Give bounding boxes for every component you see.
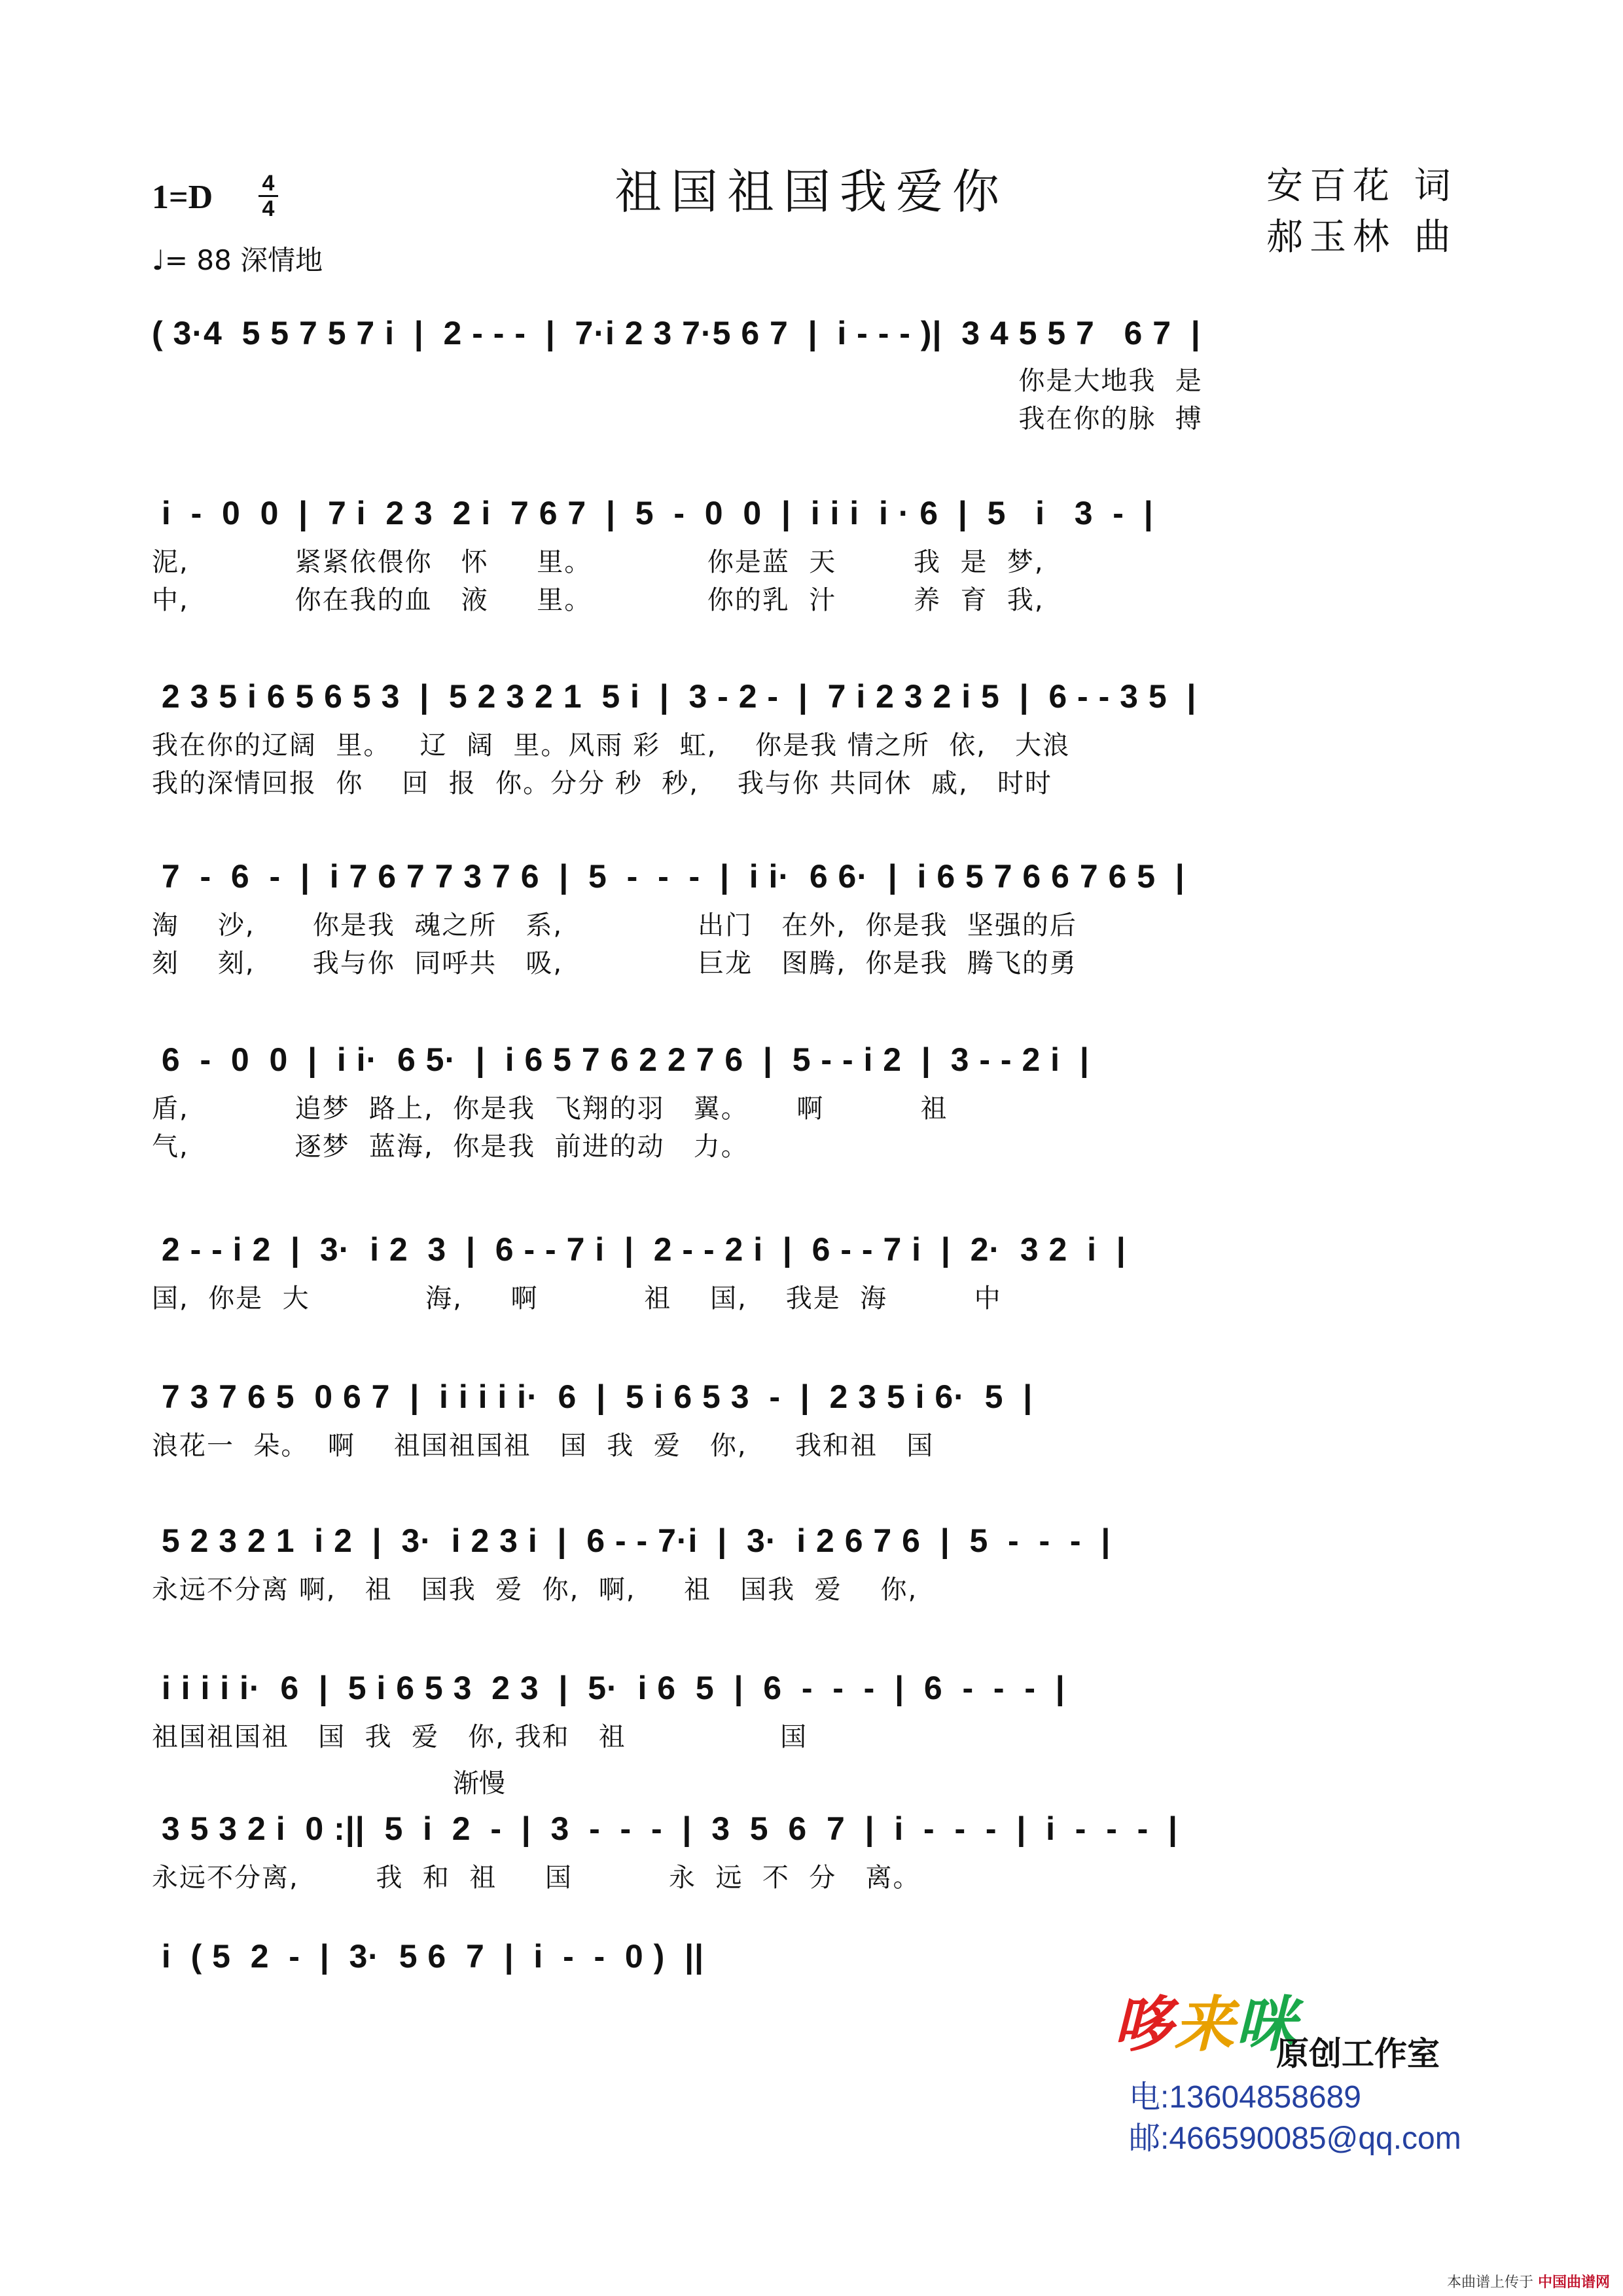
lyrics-verse-1: 祖国祖国祖 国 我 爱 你, 我和 祖 国 [152, 1722, 808, 1752]
tempo-marking: ♩= 88 深情地 [152, 244, 323, 276]
lyrics-verse-1: 泥, 紧紧依偎你 怀 里。 你是蓝 天 我 是 梦, [152, 547, 1044, 577]
lyrics-verse-2: 我的深情回报 你 回 报 你。分分 秒 秒, 我与你 共同休 戚, 时时 [152, 768, 1052, 798]
lyrics-verse-1: 国, 你是 大 海, 啊 祖 国, 我是 海 中 [152, 1283, 1002, 1314]
studio-subtitle: 原创工作室 [1276, 2035, 1440, 2073]
studio-email: 邮:466590085@qq.com [1129, 2121, 1461, 2156]
lyrics-verse-2: 中, 你在我的血 液 里。 你的乳 汁 养 育 我, [152, 585, 1044, 615]
notation-line: 2 - - i 2 | 3· i 2 3 | 6 - - 7 i | 2 - - 2 i | 6 - - 7 i | 2· 3 2 i | [152, 1231, 1126, 1268]
lyrics-verse-2: 刻 刻, 我与你 同呼共 吸, 巨龙 图腾, 你是我 腾飞的勇 [152, 948, 1077, 978]
lyrics-verse-1: 我在你的辽阔 里。 辽 阔 里。风雨 彩 虹, 你是我 情之所 依, 大浪 [152, 730, 1071, 761]
song-title: 祖国祖国我爱你 [614, 164, 1008, 219]
lyrics-verse-1: 永远不分离 啊, 祖 国我 爱 你, 啊, 祖 国我 爱 你, [152, 1575, 918, 1605]
lyrics-verse-2: 气, 逐梦 蓝海, 你是我 前进的动 力。 [152, 1132, 749, 1162]
notation-line: i i i i i· 6 | 5 i 6 5 3 2 3 | 5· i 6 5 | 6 - - - | 6 - - - | [152, 1670, 1065, 1706]
lyrics-verse-1: 淘 沙, 你是我 魂之所 系, 出门 在外, 你是我 坚强的后 [152, 910, 1077, 941]
studio-logo [1113, 1977, 1297, 2063]
notation-line: i - 0 0 | 7 i 2 3 2 i 7 6 7 | 5 - 0 0 | i i i i · 6 | 5 i 3 - | [152, 495, 1154, 531]
footer-upload-text: 本曲谱上传于 [1446, 2274, 1533, 2291]
lyrics-verse-1: 盾, 追梦 路上, 你是我 飞翔的羽 翼。 啊 祖 [152, 1094, 948, 1124]
key-signature: 1=D [152, 179, 213, 216]
composer-credit: 郝玉林 曲 [1266, 216, 1457, 259]
notation-line: i ( 5 2 - | 3· 5 6 7 | i - - 0 ) || [152, 1938, 705, 1975]
notation-line: 3 5 3 2 i 0 :|| 5 i 2 - | 3 - - - | 3 5 6 7 | i - - - | i - - - | [152, 1810, 1179, 1847]
footer-site-logo: 中国曲谱网 [1537, 2274, 1610, 2291]
time-signature-bottom: 4 [262, 196, 275, 221]
lyrics-verse-1: 你是大地我 是 [152, 366, 1203, 396]
time-signature-top: 4 [262, 171, 275, 196]
studio-phone: 电:13604858689 [1129, 2080, 1361, 2115]
ritardando-marking: 渐慢 [453, 1768, 505, 1799]
studio-logo-part-1: 哆 [1113, 1989, 1175, 2060]
notation-line: 5 2 3 2 1 i 2 | 3· i 2 3 i | 6 - - 7·i | 3· i 2 6 7 6 | 5 - - - | [152, 1522, 1111, 1559]
notation-line: 7 3 7 6 5 0 6 7 | i i i i i· 6 | 5 i 6 5 3 - | 2 3 5 i 6· 5 | [152, 1378, 1033, 1415]
lyrics-verse-1: 浪花一 朵。 啊 祖国祖国祖 国 我 爱 你, 我和祖 国 [152, 1431, 935, 1461]
notation-line: 7 - 6 - | i 7 6 7 7 3 7 6 | 5 - - - | i i· 6 6· | i 6 5 7 6 6 7 6 5 | [152, 858, 1185, 895]
notation-line: 6 - 0 0 | i i· 6 5· | i 6 5 7 6 2 2 7 6 | 5 - - i 2 | 3 - - 2 i | [152, 1041, 1090, 1078]
notation-line: ( 3·4 5 5 7 5 7 i | 2 - - - | 7·i 2 3 7·5 6 7 | i - - - )| 3 4 5 5 7 6 7 | [152, 315, 1201, 351]
studio-logo-part-3: 咪 [1236, 1989, 1298, 2060]
studio-logo-part-2: 来 [1174, 1989, 1236, 2060]
footer-credit [1447, 2271, 1610, 2291]
lyrics-verse-2: 我在你的脉 搏 [152, 404, 1203, 434]
lyricist-credit: 安百花 词 [1266, 165, 1457, 207]
lyrics-verse-1: 永远不分离, 我 和 祖 国 永 远 不 分 离。 [152, 1863, 921, 1893]
notation-line: 2 3 5 i 6 5 6 5 3 | 5 2 3 2 1 5 i | 3 - 2 - | 7 i 2 3 2 i 5 | 6 - - 3 5 | [152, 678, 1197, 715]
